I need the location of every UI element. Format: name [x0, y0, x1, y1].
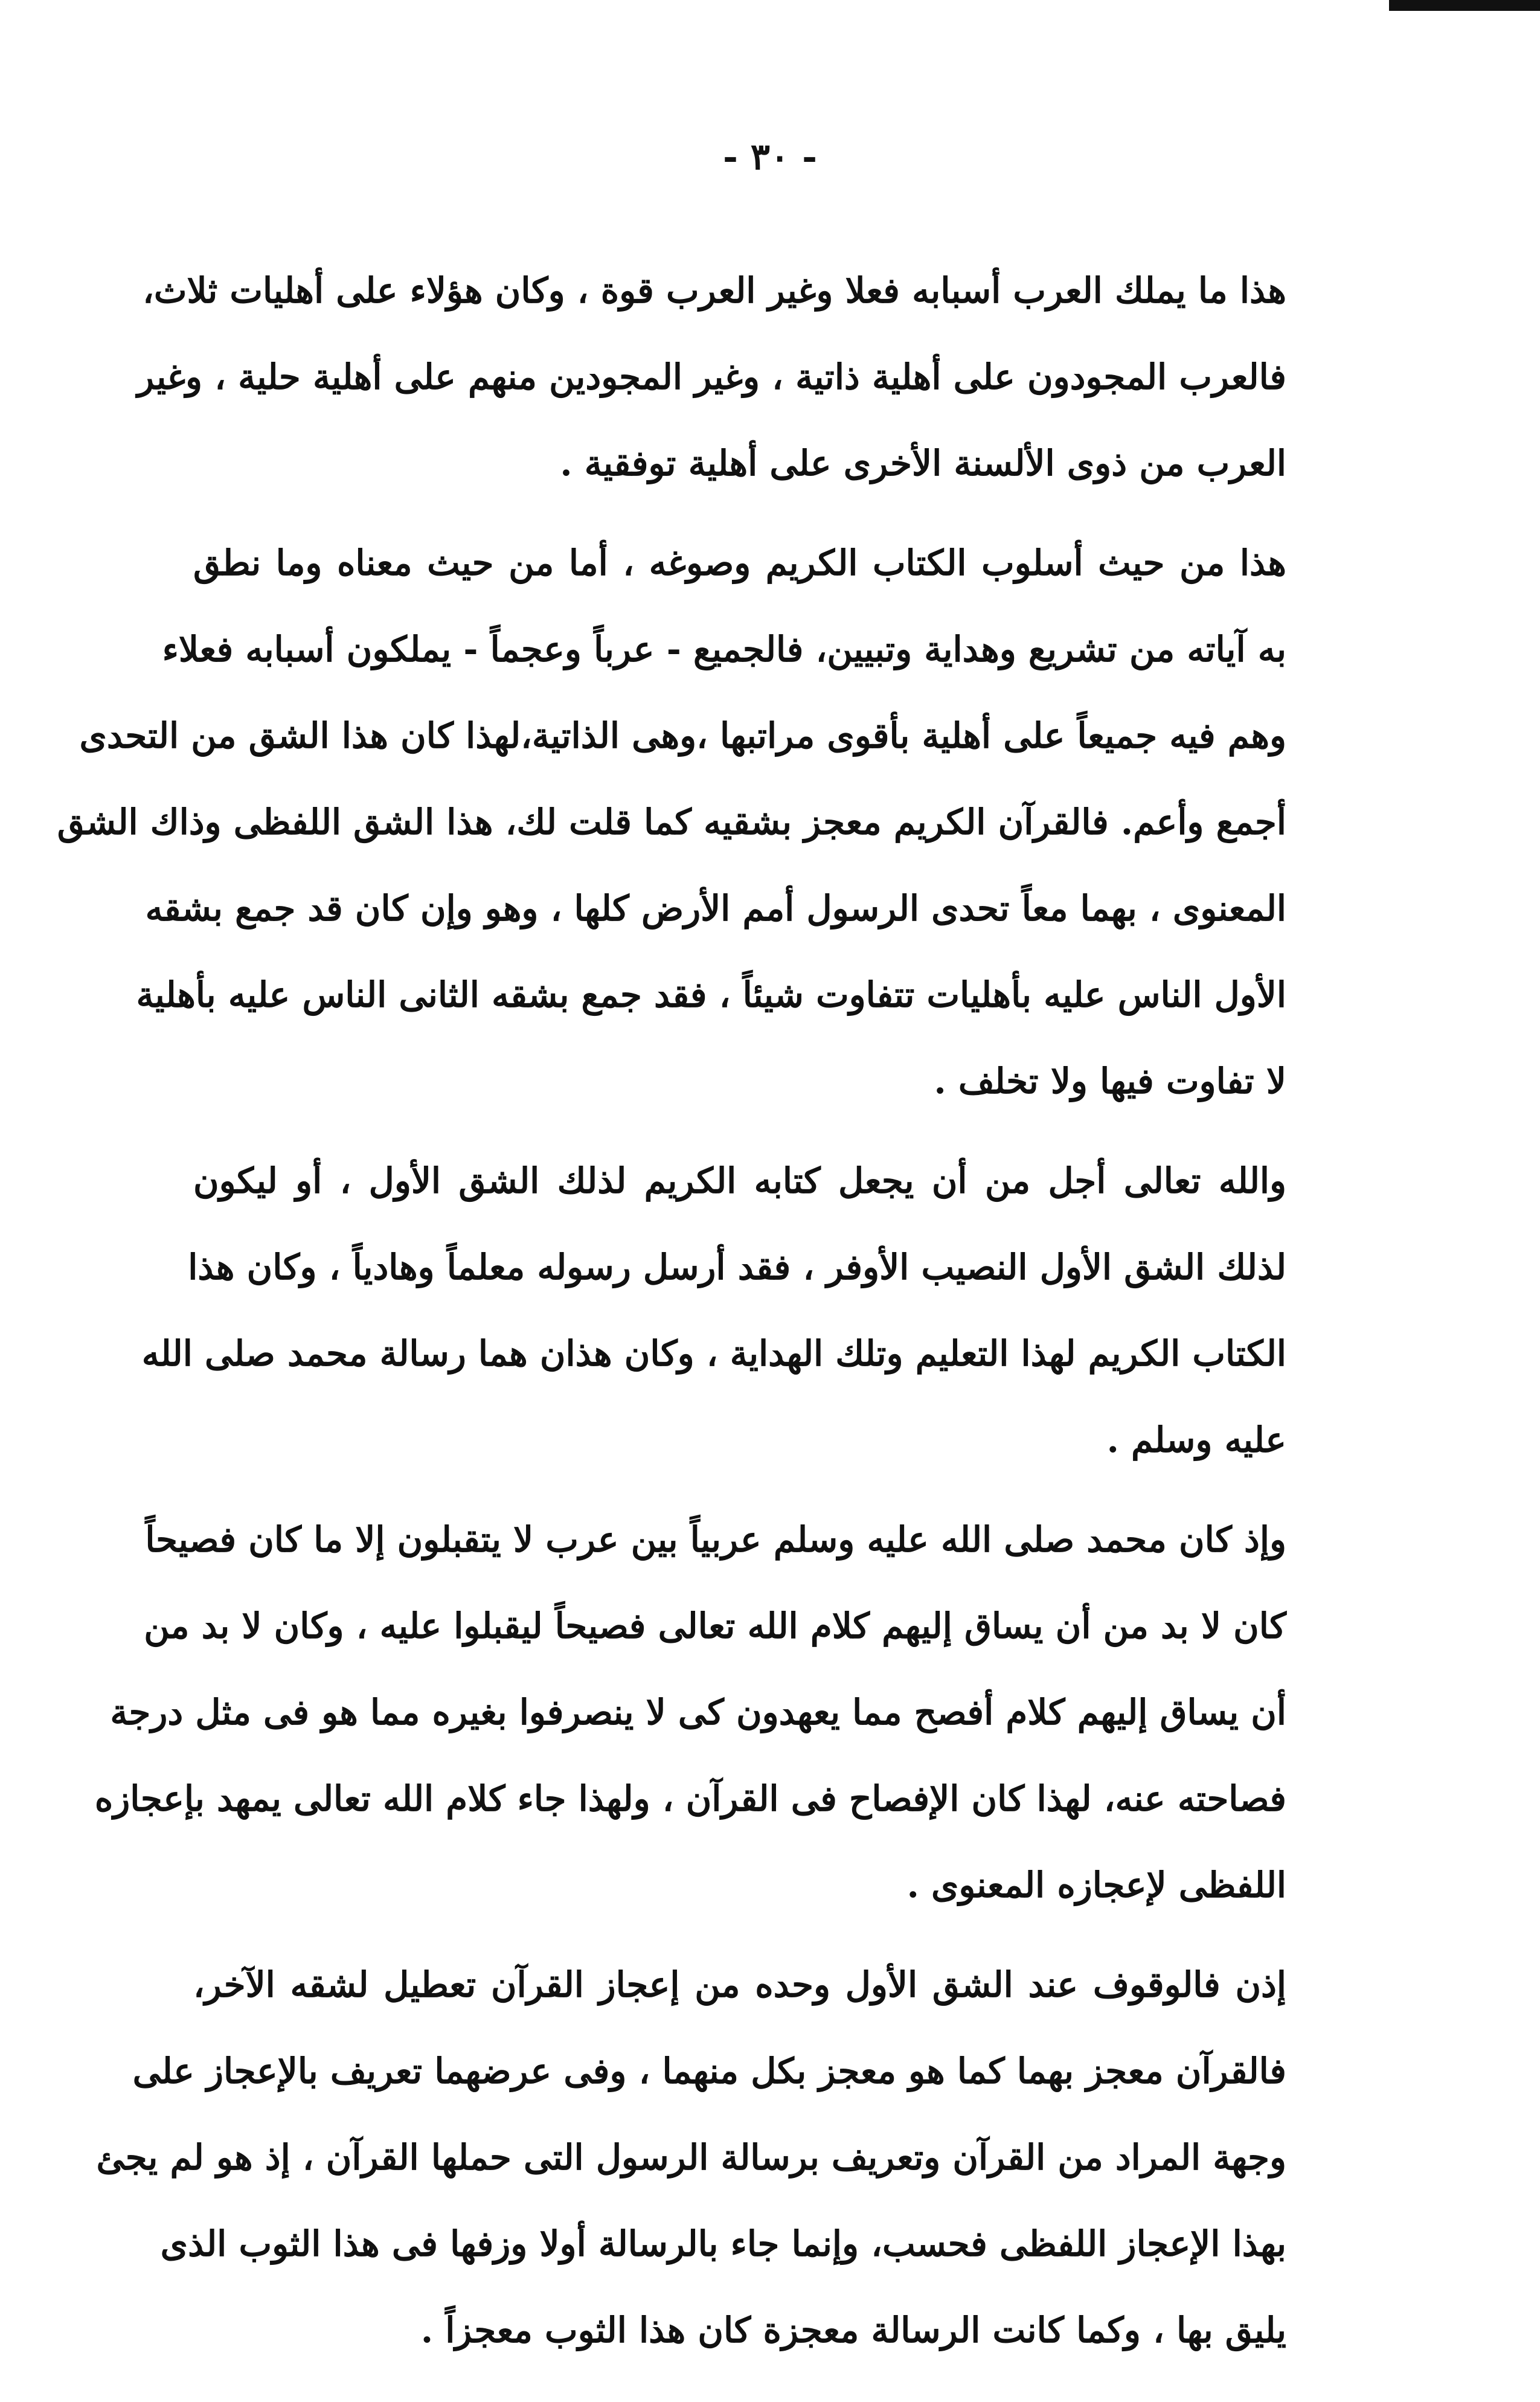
text-line: الكتاب الكريم لهذا التعليم وتلك الهداية ، وكان هذان هما رسالة محمد صلى الله	[141, 1333, 1286, 1374]
paragraph-1	[137, 248, 1286, 507]
text-line: بهذا الإعجاز اللفظى فحسب، وإنما جاء بالرسالة أولا وزفها فى هذا الثوب الذى	[160, 2223, 1286, 2264]
text-line: إذن فالوقوف عند الشق الأول وحده من إعجاز القرآن تعطيل لشقه الآخر،	[193, 1964, 1286, 2005]
text-line: هذا ما يملك العرب أسبابه فعلا وغير العرب قوة ، وكان هؤلاء على أهليات ثلاث،	[143, 270, 1286, 311]
text-line: والله تعالى أجل من أن يجعل كتابه الكريم لذلك الشق الأول ، أو ليكون	[193, 1160, 1286, 1201]
text-line: وجهة المراد من القرآن وتعريف برسالة الرسول التى حملها القرآن ، إذ هو لم يجئ	[96, 2137, 1286, 2178]
text-line: أجمع وأعم. فالقرآن الكريم معجز بشقيه كما قلت لك، هذا الشق اللفظى وذاك الشق	[57, 801, 1286, 843]
text-line: وهم فيه جميعاً على أهلية بأقوى مراتبها ،وهى الذاتية،لهذا كان هذا الشق من التحدى	[79, 715, 1286, 756]
text-line: لذلك الشق الأول النصيب الأوفر ، فقد أرسل رسوله معلماً وهادياً ، وكان هذا	[188, 1247, 1286, 1288]
text-line: فصاحته عنه، لهذا كان الإفصاح فى القرآن ، ولهذا جاء كلام الله تعالى يمهد بإعجازه	[94, 1778, 1286, 1819]
text-line: لا تفاوت فيها ولا تخلف .	[934, 1061, 1286, 1102]
body-text	[57, 248, 1286, 2387]
text-line: فالقرآن معجز بهما كما هو معجز بكل منهما ، وفى عرضهما تعريف بالإعجاز على	[132, 2050, 1286, 2092]
paragraph-2	[57, 520, 1286, 1125]
text-line: به آياته من تشريع وهداية وتبيين، فالجميع - عرباً وعجماً - يملكون أسبابه فعلاء	[162, 629, 1286, 670]
text-line: اللفظى لإعجازه المعنوى .	[906, 1864, 1286, 1906]
text-line: الأول الناس عليه بأهليات تتفاوت شيئاً ، فقد جمع بشقه الثانى الناس عليه بأهلية	[136, 974, 1286, 1015]
text-line: يليق بها ، وكما كانت الرسالة معجزة كان هذا الثوب معجزاً .	[420, 2310, 1286, 2351]
text-line: هذا من حيث أسلوب الكتاب الكريم وصوغه ، أما من حيث معناه وما نطق	[193, 542, 1286, 583]
paragraph-5	[96, 1942, 1286, 2374]
text-line: فالعرب المجودون على أهلية ذاتية ، وغير المجودين منهم على أهلية حلية ، وغير	[137, 356, 1286, 397]
page-number: - ٣٠ -	[722, 136, 818, 178]
text-line: المعنوى ، بهما معاً تحدى الرسول أمم الأرض كلها ، وهو وإن كان قد جمع بشقه	[145, 888, 1286, 929]
text-line: وإذ كان محمد صلى الله عليه وسلم عربياً بين عرب لا يتقبلون إلا ما كان فصيحاً	[145, 1519, 1286, 1560]
top-border-rule	[1389, 0, 1540, 11]
paragraph-3	[141, 1138, 1286, 1483]
text-line: العرب من ذوى الألسنة الأخرى على أهلية توفقية .	[560, 443, 1286, 484]
text-line: أن يساق إليهم كلام أفصح مما يعهدون كى لا ينصرفوا بغيره مما هو فى مثل درجة	[110, 1692, 1286, 1733]
text-line: عليه وسلم .	[1106, 1419, 1286, 1460]
paragraph-4	[94, 1497, 1286, 1928]
text-line: كان لا بد من أن يساق إليهم كلام الله تعالى فصيحاً ليقبلوا عليه ، وكان لا بد من	[144, 1605, 1286, 1646]
